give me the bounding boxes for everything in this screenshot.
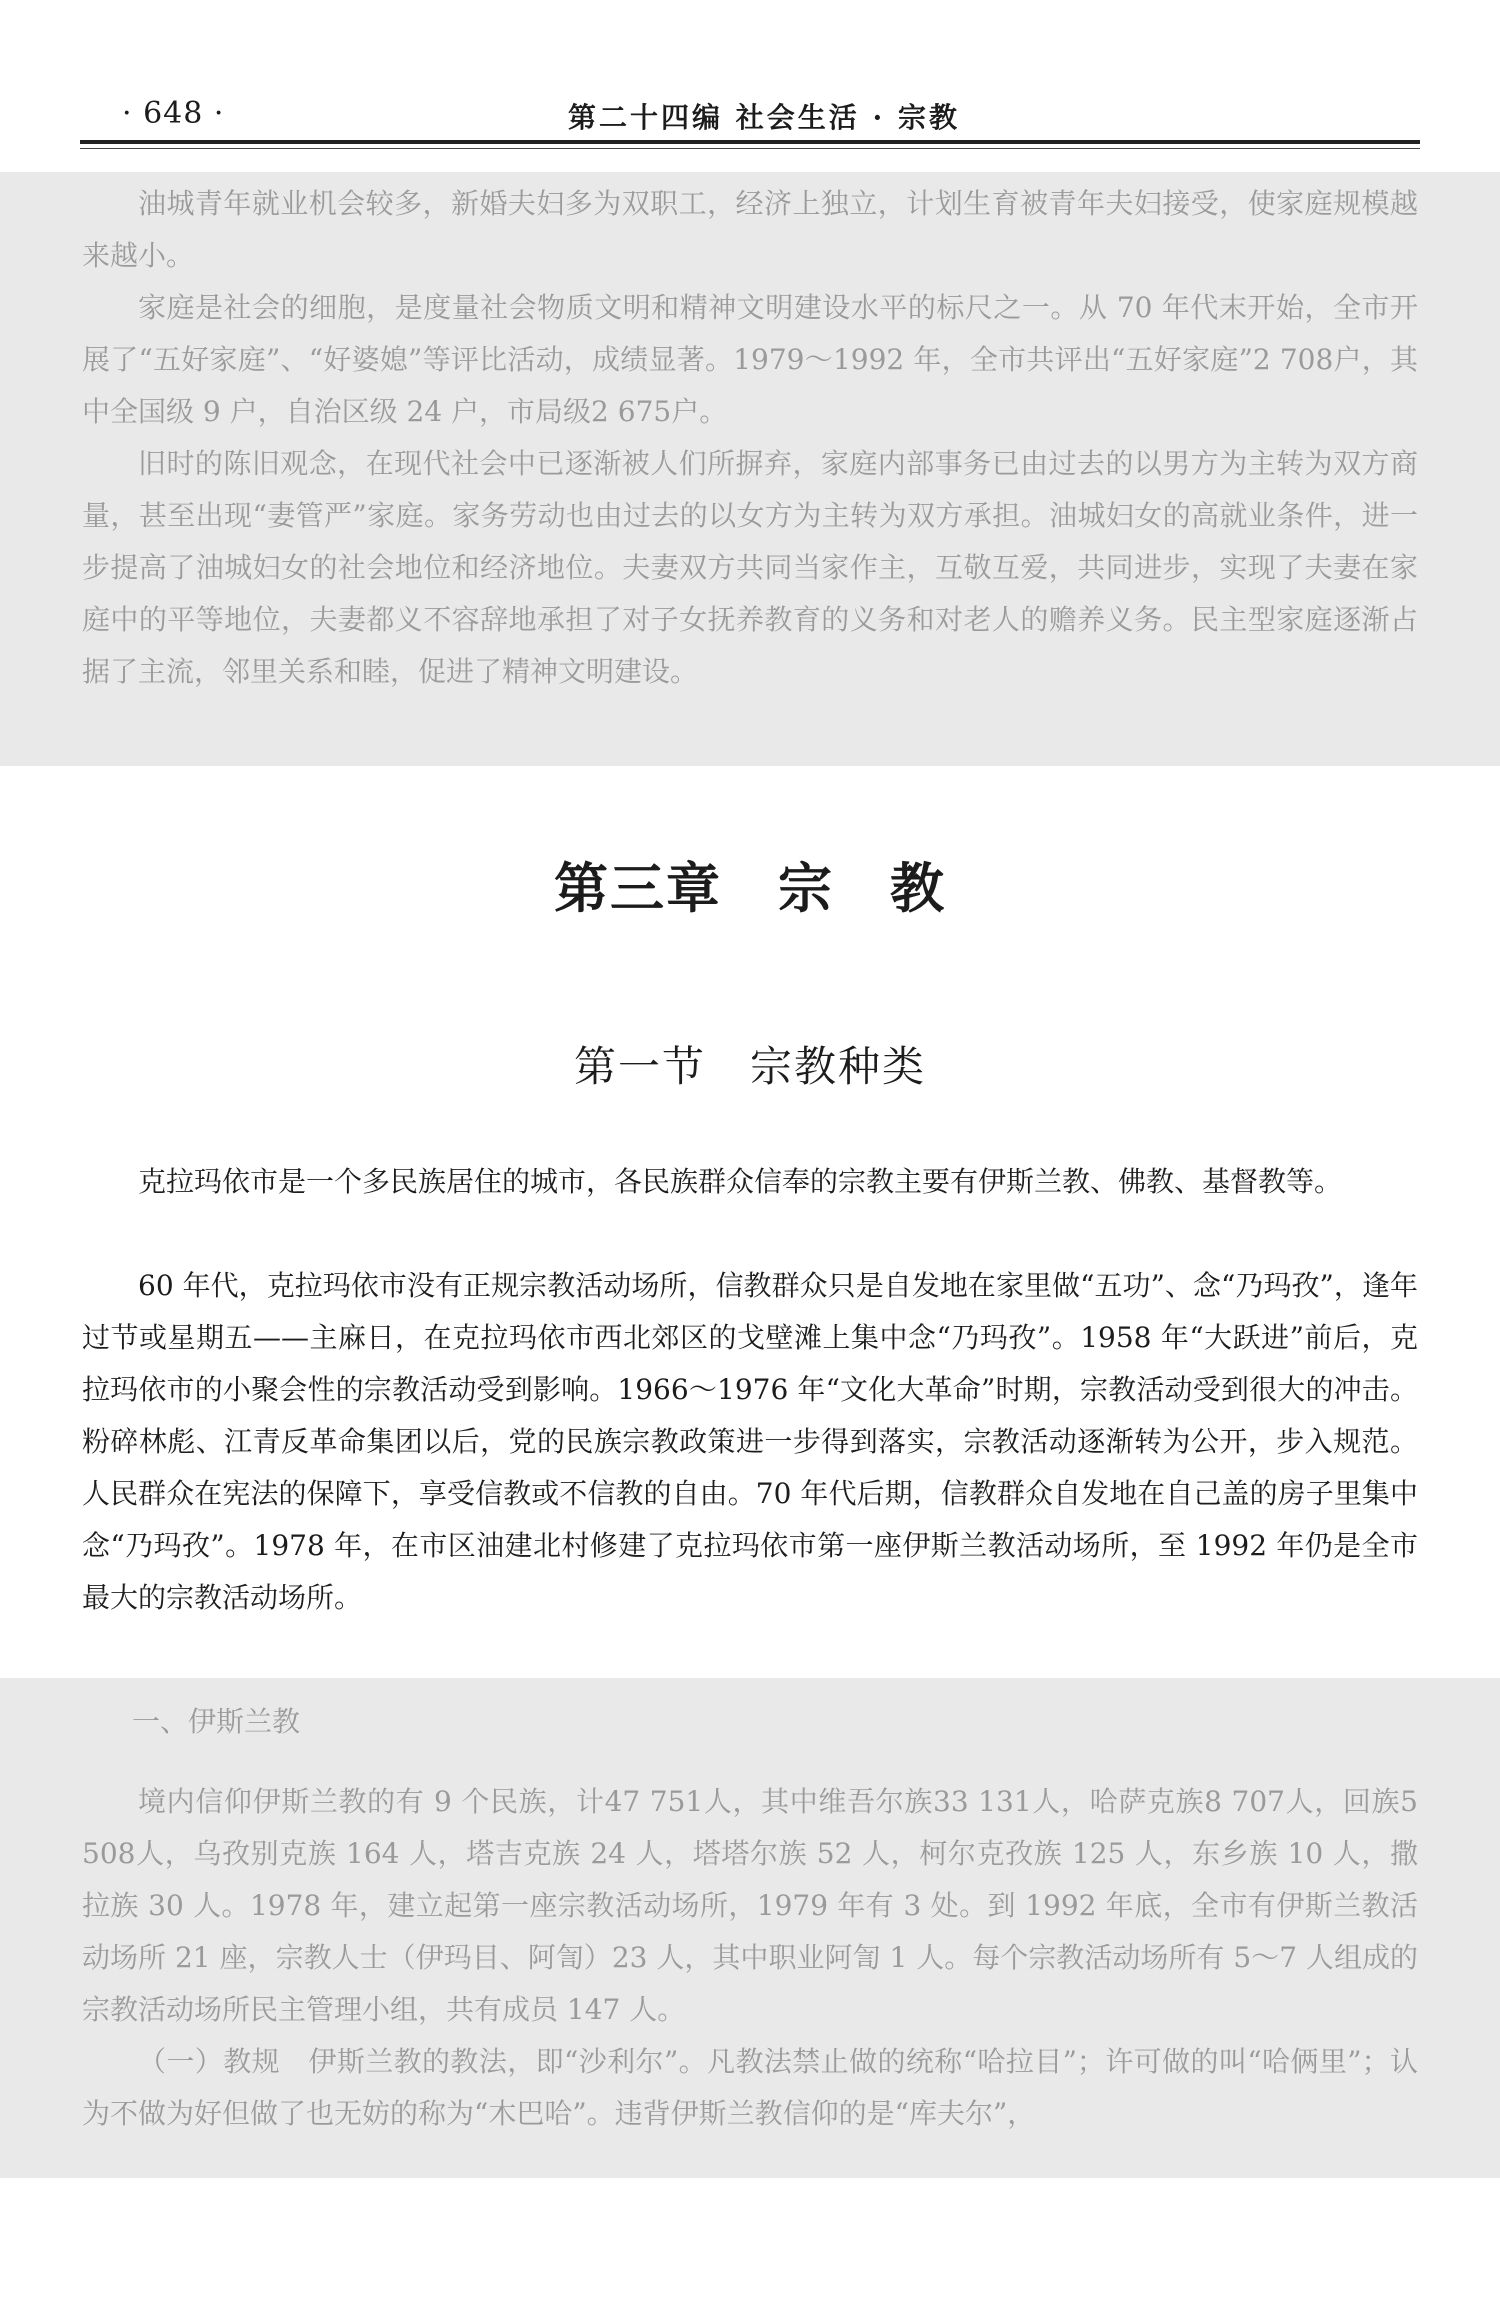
paragraph-main-1: 克拉玛依市是一个多民族居住的城市，各民族群众信奉的宗教主要有伊斯兰教、佛教、基督教等。: [138, 1165, 1343, 1198]
paragraph-top-2: 家庭是社会的细胞，是度量社会物质文明和精神文明建设水平的标尺之一。从 70 年代末开始，全市开展了“五好家庭”、“好婆媳”等评比活动，成绩显著。1979～1992 年，全市共评出“五好家庭”2 708户，其中全国级 9 户，自治区级 24 户，市局级2 675户。: [82, 291, 1418, 428]
sub-heading: 一、伊斯兰教: [132, 1705, 301, 1738]
paragraph-bottom-1: 境内信仰伊斯兰教的有 9 个民族，计47 751人，其中维吾尔族33 131人，哈萨克族8 707人，回族5 508人，乌孜别克族 164 人，塔吉克族 24 人，塔塔尔族 52 人，柯尔克孜族 125 人，东乡族 10 人，撒拉族 30 人。1978 年，建立起第一座宗教活动场所，1979 年有 3 处。到 1992 年底，全市有伊斯兰教活动场所 21 座，宗教人士（伊玛目、阿訇）23 人，其中职业阿訇 1 人。每个宗教活动场所有 5～7 人组成的宗教活动场所民主管理小组，共有成员 147 人。: [82, 1785, 1418, 2026]
header-rule-thin: [80, 148, 1420, 149]
header-rule-thick: [80, 140, 1420, 144]
page-number: · 648 ·: [122, 96, 225, 131]
paragraph-main-2: 60 年代，克拉玛依市没有正规宗教活动场所，信教群众只是自发地在家里做“五功”、念“乃玛孜”，逢年过节或星期五——主麻日，在克拉玛依市西北郊区的戈壁滩上集中念“乃玛孜”。1958 年“大跃进”前后，克拉玛依市的小聚会性的宗教活动受到影响。1966～1976 年“文化大革命”时期，宗教活动受到很大的冲击。粉碎林彪、江青反革命集团以后，党的民族宗教政策进一步得到落实，宗教活动逐渐转为公开，步入规范。人民群众在宪法的保障下，享受信教或不信教的自由。70 年代后期，信教群众自发地在自己盖的房子里集中念“乃玛孜”。1978 年，在市区油建北村修建了克拉玛依市第一座伊斯兰教活动场所，至 1992 年仍是全市最大的宗教活动场所。: [82, 1269, 1418, 1614]
chapter-title: 第三章 宗 教: [554, 857, 946, 920]
page-header: [80, 88, 1420, 138]
running-title: 第二十四编 社会生活 · 宗教: [568, 101, 960, 134]
paragraph-bottom-2: （一）教规 伊斯兰教的教法，即“沙利尔”。凡教法禁止做的统称“哈拉目”；许可做的叫“哈俩里”；认为不做为好但做了也无妨的称为“木巴哈”。违背伊斯兰教信仰的是“库夫尔”，: [82, 2045, 1418, 2130]
paragraph-top-1: 油城青年就业机会较多，新婚夫妇多为双职工，经济上独立，计划生育被青年夫妇接受，使家庭规模越来越小。: [82, 187, 1418, 272]
paragraph-top-3: 旧时的陈旧观念，在现代社会中已逐渐被人们所摒弃，家庭内部事务已由过去的以男方为主转为双方商量，甚至出现“妻管严”家庭。家务劳动也由过去的以女方为主转为双方承担。油城妇女的高就业条件，进一步提高了油城妇女的社会地位和经济地位。夫妻双方共同当家作主，互敬互爱，共同进步，实现了夫妻在家庭中的平等地位，夫妻都义不容辞地承担了对子女抚养教育的义务和对老人的赡养义务。民主型家庭逐渐占据了主流，邻里关系和睦，促进了精神文明建设。: [82, 447, 1418, 688]
section-title: 第一节 宗教种类: [573, 1042, 926, 1091]
